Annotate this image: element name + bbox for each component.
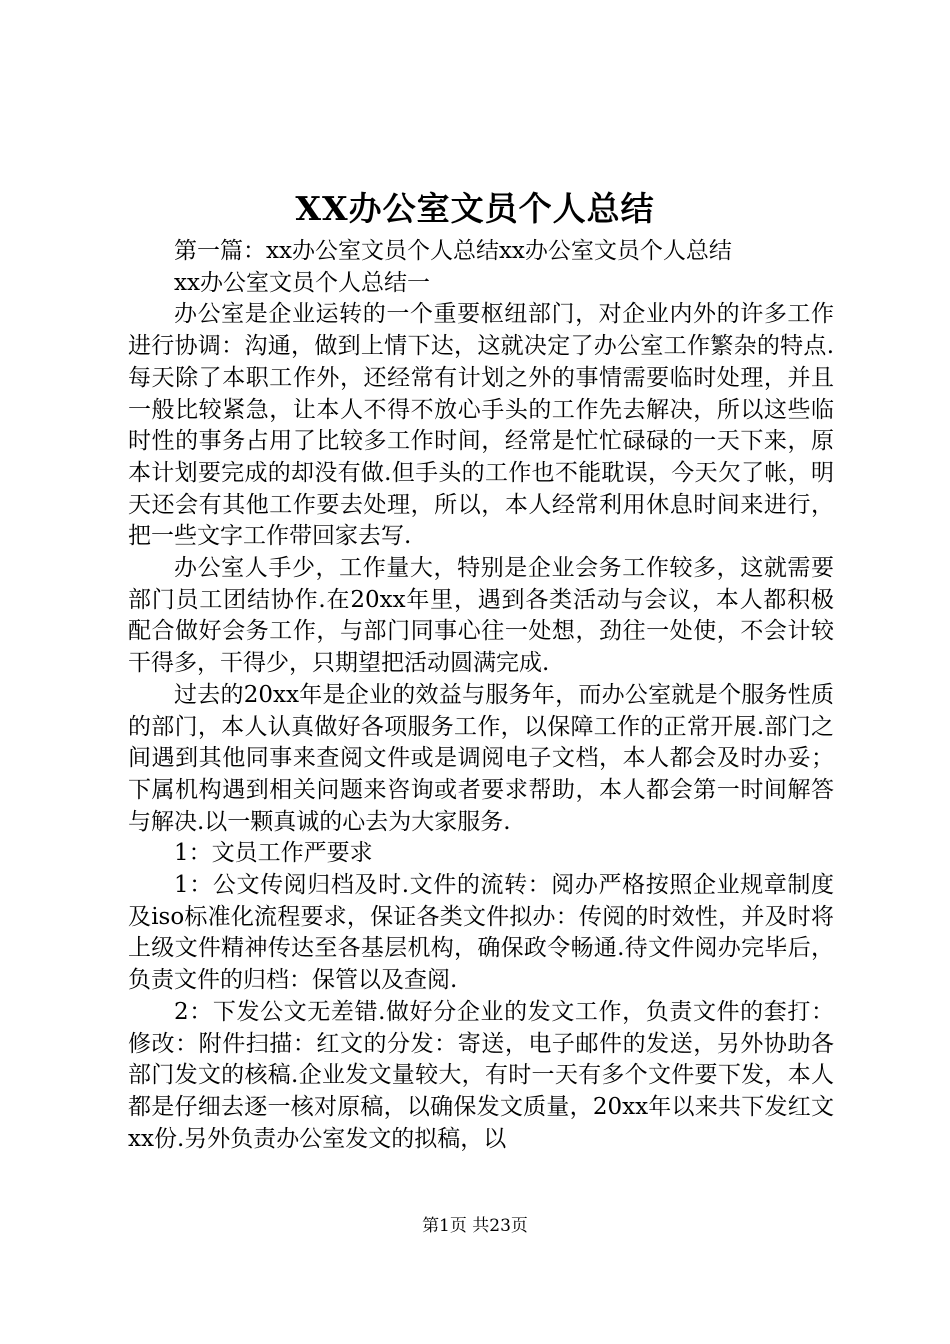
- paragraph-3: 过去的20xx年是企业的效益与服务年，而办公室就是个服务性质的部门，本人认真做好各项服务工作，以保障工作的正常开展.部门之间遇到其他同事来查阅文件或是调阅电子文档，本人都会及时办妥；下属机构遇到相关问题来咨询或者要求帮助，本人都会第一时间解答与解决.以一颗真诚的心去为大家服务.: [128, 681, 834, 835]
- paragraph-4: 1：公文传阅归档及时.文件的流转：阅办严格按照企业规章制度及iso标准化流程要求，保证各类文件拟办：传阅的时效性，并及时将上级文件精神传达至各基层机构，确保政令畅通.待文件阅办完毕后，负责文件的归档：保管以及查阅.: [128, 872, 834, 994]
- paragraph-subheading: xx办公室文员个人总结一: [174, 269, 430, 296]
- paragraph-heading-1: 第一篇：xx办公室文员个人总结xx办公室文员个人总结: [174, 238, 732, 264]
- document-title: XX办公室文员个人总结: [295, 189, 655, 228]
- paragraph-1: 办公室是企业运转的一个重要枢纽部门，对企业内外的许多工作进行协调：沟通，做到上情下达，这就决定了办公室工作繁杂的特点.每天除了本职工作外，还经常有计划之外的事情需要临时处理，并且一般比较紧急，让本人不得不放心手头的工作先去解决，所以这些临时性的事务占用了比较多工作时间，经常是忙忙碌碌的一天下来，原本计划要完成的却没有做.但手头的工作也不能耽误，今天欠了帐，明天还会有其他工作要去处理，所以，本人经常利用休息时间来进行，把一些文字工作带回家去写.: [128, 301, 834, 550]
- paragraph-5: 2：下发公文无差错.做好分企业的发文工作，负责文件的套打：修改：附件扫描：红文的分发：寄送，电子邮件的发送，另外协助各部门发文的核稿.企业发文量较大，有时一天有多个文件要下发，本人都是仔细去逐一核对原稿，以确保发文质量，20xx年以来共下发红文xx份.另外负责办公室发文的拟稿，以: [128, 998, 834, 1152]
- paragraph-2: 办公室人手少，工作量大，特别是企业会务工作较多，这就需要部门员工团结协作.在20xx年里，遇到各类活动与会议，本人都积极配合做好会务工作，与部门同事心往一处想，劲往一处使，不会计较干得多，干得少，只期望把活动圆满完成.: [128, 555, 834, 677]
- section-heading: 1：文员工作严要求: [174, 840, 373, 867]
- page-footer: 第1页 共23页: [422, 1216, 528, 1236]
- document-body: [128, 236, 834, 1155]
